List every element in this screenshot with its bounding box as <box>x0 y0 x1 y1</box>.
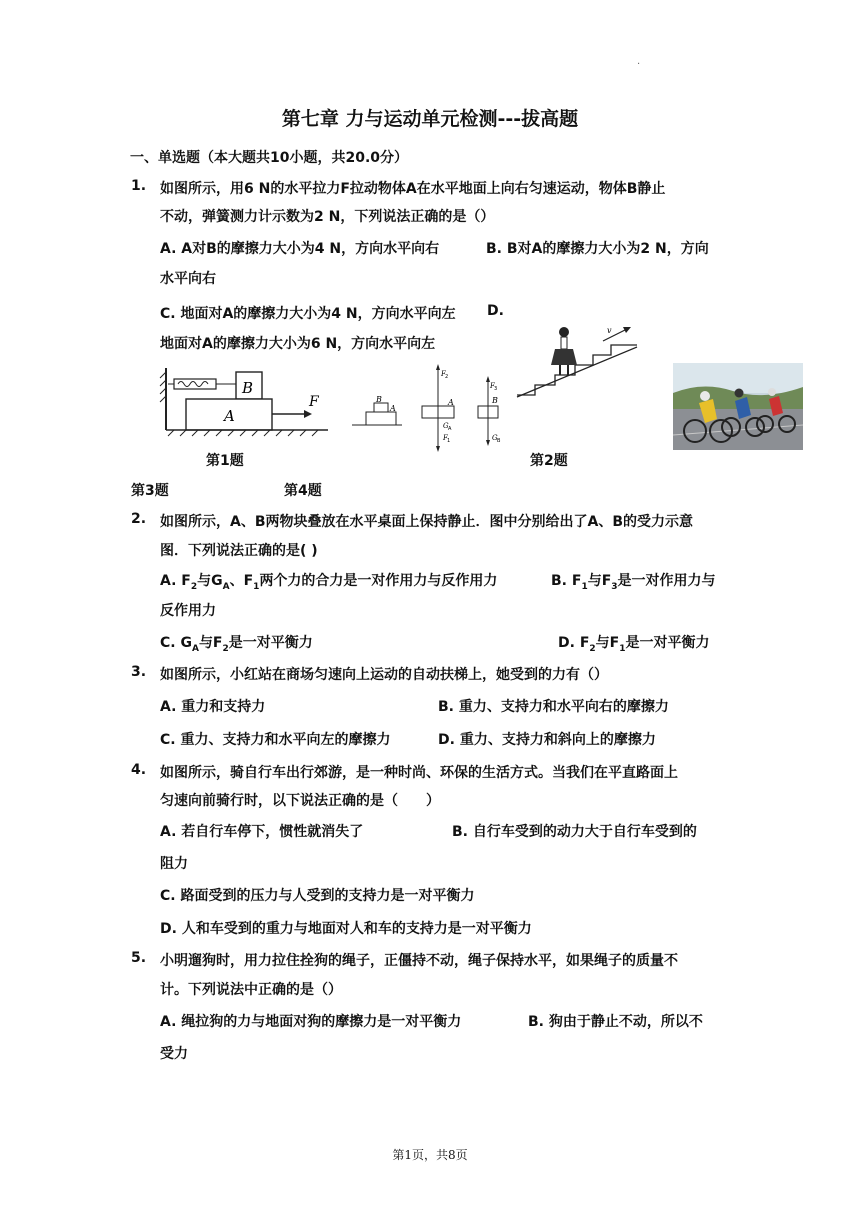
q4-option-c: C. 路面受到的压力与人受到的支持力是一对平衡力 <box>160 888 475 904</box>
fig2-label-b-box: B <box>492 396 498 405</box>
fig2-label-f1: F <box>443 434 448 442</box>
q2-option-c: C. $G_A$与$F_2$是一对平衡力 <box>160 635 313 654</box>
q1-option-d: D. <box>487 303 504 319</box>
q3-stem-line1: 如图所示，小红站在商场匀速向上运动的自动扶梯上，她受到的力有（） <box>160 667 608 683</box>
q1-number: 1. <box>131 178 147 194</box>
q2-option-b-cont: 反作用力 <box>160 603 216 619</box>
figure-4-caption: 第4题 <box>284 483 322 499</box>
fig1-label-f: F <box>309 394 319 410</box>
q5-stem-line1: 小明遛狗时，用力拉住拴狗的绳子，正僵持不动，绳子保持水平，如果绳子的质量不 <box>160 953 678 969</box>
fig2-label-b: B <box>376 395 382 404</box>
q1-option-a: A. A对B的摩擦力大小为4 N，方向水平向右 <box>160 241 440 257</box>
q4-stem-line2: 匀速向前骑行时，以下说法正确的是（ ） <box>160 793 440 809</box>
fig2-label-f1-sub: 1 <box>447 438 451 444</box>
q2-option-a: A. $F_2$与$G_A$、$F_1$两个力的合力是一对作用力与反作用力 <box>160 573 498 592</box>
q4-stem-line1: 如图所示，骑自行车出行郊游，是一种时尚、环保的生活方式。当我们在平直路面上 <box>160 765 678 781</box>
q2-option-b: B. $F_1$与$F_3$是一对作用力与 <box>551 573 716 592</box>
figure-2-caption: 第2题 <box>530 453 568 469</box>
q3-option-d: D. 重力、支持力和斜向上的摩擦力 <box>438 732 656 748</box>
q2-option-d: D. $F_2$与$F_1$是一对平衡力 <box>558 635 710 654</box>
fig2-label-a: A <box>390 404 396 413</box>
q1-option-c: C. 地面对A的摩擦力大小为4 N，方向水平向左 <box>160 306 456 322</box>
fig1-label-a: A <box>224 407 235 425</box>
q1-stem-line2: 不动，弹簧测力计示数为2 N，下列说法正确的是（） <box>160 209 495 225</box>
fig2-label-f3: F <box>490 382 495 390</box>
q5-option-b: B. 狗由于静止不动，所以不 <box>528 1014 703 1030</box>
q3-number: 3. <box>131 664 147 680</box>
q1-option-b: B. B对A的摩擦力大小为2 N，方向 <box>486 241 709 257</box>
fig2-label-gb: G <box>492 434 498 442</box>
q3-option-b: B. 重力、支持力和水平向右的摩擦力 <box>438 699 669 715</box>
q4-option-b-cont: 阻力 <box>160 856 188 872</box>
figure-1-diagram <box>152 362 332 440</box>
figure-4-cyclists-photo <box>673 363 803 450</box>
q1-option-d-cont: 地面对A的摩擦力大小为6 N，方向水平向左 <box>160 336 436 352</box>
q2-number: 2. <box>131 511 147 527</box>
fig3-label-v: v <box>607 326 612 335</box>
q5-number: 5. <box>131 950 147 966</box>
q3-option-a: A. 重力和支持力 <box>160 699 266 715</box>
section-heading: 一、单选题（本大题共10小题，共20.0分） <box>130 150 409 166</box>
fig2-label-a-box: A <box>448 398 454 407</box>
page-footer: 第1页，共8页 <box>392 1148 468 1162</box>
q4-option-b: B. 自行车受到的动力大于自行车受到的 <box>452 824 697 840</box>
q1-option-b-cont: 水平向右 <box>160 271 216 287</box>
header-mark: . <box>637 56 641 67</box>
figure-1-caption: 第1题 <box>206 453 244 469</box>
fig2-label-ga-sub: A <box>448 426 452 432</box>
q5-option-a: A. 绳拉狗的力与地面对狗的摩擦力是一对平衡力 <box>160 1014 462 1030</box>
fig2-label-f3-sub: 3 <box>494 386 498 392</box>
figure-3-escalator <box>515 325 640 400</box>
page-title: 第七章 力与运动单元检测---拔高题 <box>281 108 579 130</box>
q4-option-d: D. 人和车受到的重力与地面对人和车的支持力是一对平衡力 <box>160 921 532 937</box>
q2-stem-line1: 如图所示，A、B两物块叠放在水平桌面上保持静止．图中分别给出了A、B的受力示意 <box>160 514 694 530</box>
q2-stem-line2: 图．下列说法正确的是( ) <box>160 543 318 559</box>
fig1-label-b: B <box>242 379 254 397</box>
q4-option-a: A. 若自行车停下，惯性就消失了 <box>160 824 364 840</box>
q5-stem-line2: 计。下列说法中正确的是（） <box>160 982 342 998</box>
fig2-label-f2: F <box>441 370 446 378</box>
q1-stem-line1: 如图所示，用6 N的水平拉力F拉动物体A在水平地面上向右匀速运动，物体B静止 <box>160 181 666 197</box>
fig2-label-f2-sub: 2 <box>445 374 449 380</box>
fig2-label-ga: G <box>443 422 449 430</box>
q4-number: 4. <box>131 762 147 778</box>
figure-3-caption: 第3题 <box>131 483 169 499</box>
fig2-label-gb-sub: B <box>497 438 501 444</box>
q3-option-c: C. 重力、支持力和水平向左的摩擦力 <box>160 732 391 748</box>
figure-2-diagram <box>350 362 510 454</box>
q5-option-b-cont: 受力 <box>160 1046 188 1062</box>
